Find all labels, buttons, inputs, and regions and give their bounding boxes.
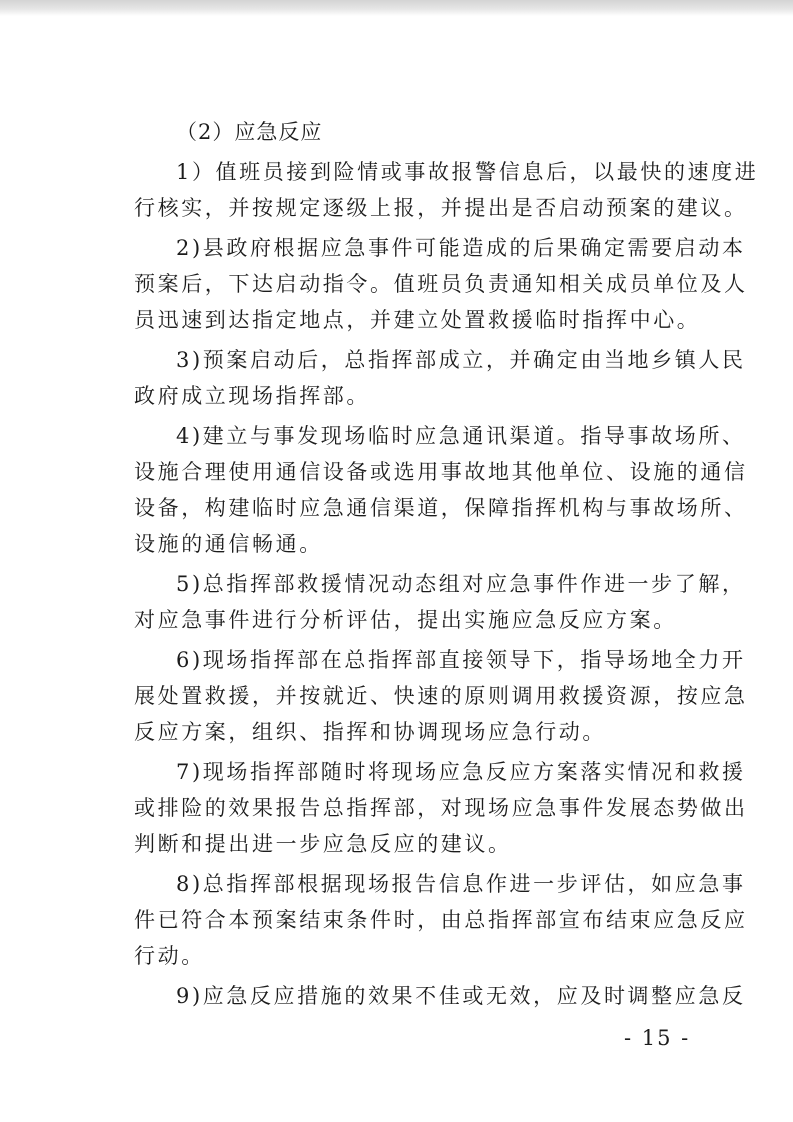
- paragraph-8-line-3: 行动。: [134, 944, 205, 968]
- section-heading: （2）应急反应: [176, 120, 323, 144]
- paragraph-6-line-2: 展处置救援，并按就近、快速的原则调用救援资源，按应急: [134, 684, 748, 708]
- page-number: - 15 -: [624, 1026, 691, 1050]
- paragraph-3-line-2: 政府成立现场指挥部。: [134, 384, 370, 408]
- paragraph-7-line-1: 7)现场指挥部随时将现场应急反应方案落实情况和救援: [176, 760, 746, 784]
- paragraph-5-line-2: 对应急事件进行分析评估，提出实施应急反应方案。: [134, 608, 677, 632]
- paragraph-8-line-1: 8)总指挥部根据现场报告信息作进一步评估，如应急事: [176, 872, 746, 896]
- paragraph-4-line-3: 设备，构建临时应急通信渠道，保障指挥机构与事故场所、: [134, 496, 748, 520]
- paragraph-6-line-3: 反应方案，组织、指挥和协调现场应急行动。: [134, 720, 606, 744]
- paragraph-4-line-4: 设施的通信畅通。: [134, 532, 323, 556]
- paragraph-1-line-2: 行核实，并按规定逐级上报，并提出是否启动预案的建议。: [134, 196, 748, 220]
- paragraph-2-line-1: 2)县政府根据应急事件可能造成的后果确定需要启动本: [176, 236, 746, 260]
- paragraph-3-line-1: 3)预案启动后，总指挥部成立，并确定由当地乡镇人民: [176, 348, 746, 372]
- paragraph-1-line-1: 1）值班员接到险情或事故报警信息后，以最快的速度进: [176, 160, 759, 184]
- paragraph-6-line-1: 6)现场指挥部在总指挥部直接领导下，指导场地全力开: [176, 648, 746, 672]
- paragraph-5-line-1: 5)总指挥部救援情况动态组对应急事件作进一步了解，: [176, 572, 746, 596]
- paragraph-4-line-2: 设施合理使用通信设备或选用事故地其他单位、设施的通信: [134, 460, 748, 484]
- paragraph-2-line-2: 预案后，下达启动指令。值班员负责通知相关成员单位及人: [134, 272, 748, 296]
- paragraph-2-line-3: 员迅速到达指定地点，并建立处置救援临时指挥中心。: [134, 308, 701, 332]
- paragraph-7-line-3: 判断和提出进一步应急反应的建议。: [134, 832, 512, 856]
- paragraph-9-line-1: 9)应急反应措施的效果不佳或无效，应及时调整应急反: [176, 984, 746, 1008]
- paragraph-4-line-1: 4)建立与事发现场临时应急通讯渠道。指导事故场所、: [176, 424, 746, 448]
- paragraph-8-line-2: 件已符合本预案结束条件时，由总指挥部宣布结束应急反应: [134, 908, 748, 932]
- paragraph-7-line-2: 或排险的效果报告总指挥部，对现场应急事件发展态势做出: [134, 796, 748, 820]
